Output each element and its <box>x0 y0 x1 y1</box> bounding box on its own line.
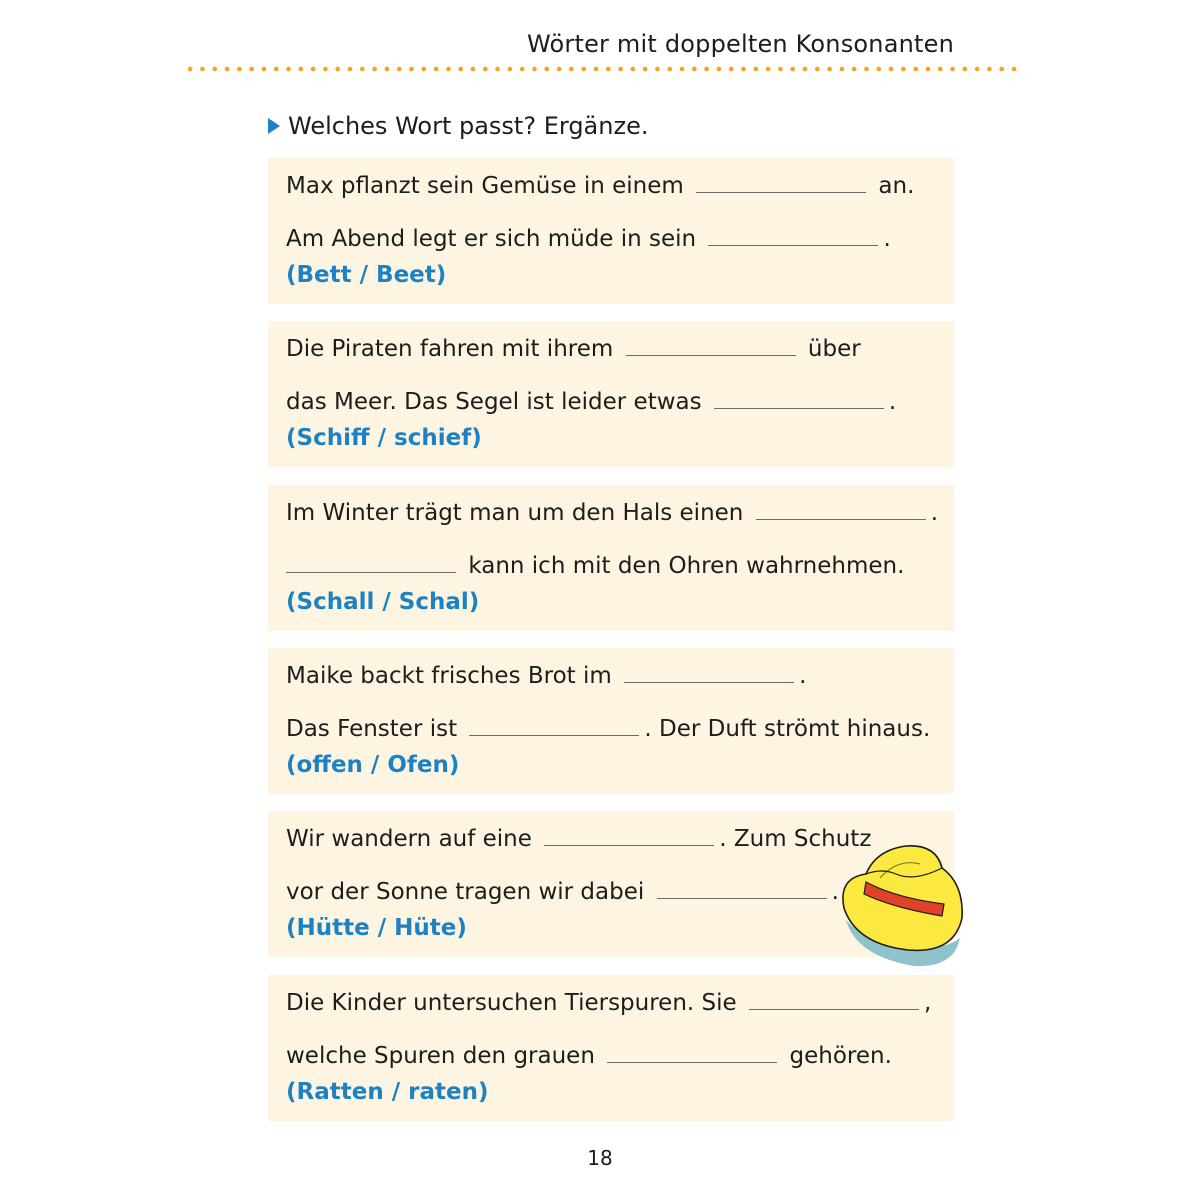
dotted-divider <box>184 66 1020 72</box>
page-title: Wörter mit doppelten Konsonanten <box>526 30 954 58</box>
exercise-line: Das Fenster ist . Der Duft strömt hinaus. <box>286 716 931 742</box>
word-hint: (Bett / Beet) <box>286 262 447 288</box>
answer-blank[interactable] <box>708 225 878 246</box>
exercise-box-1 <box>268 158 954 304</box>
exercise-line: Maike backt frisches Brot im . <box>286 663 807 689</box>
answer-blank[interactable] <box>469 715 639 736</box>
exercise-line: Am Abend legt er sich müde in sein . <box>286 226 891 252</box>
page-number: 18 <box>587 1146 613 1170</box>
answer-blank[interactable] <box>626 335 796 356</box>
exercise-line: Im Winter trägt man um den Hals einen . <box>286 500 938 526</box>
exercise-box-3 <box>268 485 954 631</box>
exercise-line: kann ich mit den Ohren wahrnehmen. <box>286 551 904 581</box>
answer-blank[interactable] <box>749 989 919 1010</box>
word-hint: (Hütte / Hüte) <box>286 915 467 941</box>
exercise-box-4 <box>268 648 954 794</box>
word-hint: (offen / Ofen) <box>286 752 460 778</box>
word-hint: (Ratten / raten) <box>286 1079 489 1105</box>
exercise-line: Die Piraten fahren mit ihrem über <box>286 336 861 362</box>
exercise-line: welche Spuren den grauen gehören. <box>286 1043 892 1069</box>
exercise-box-6 <box>268 975 954 1121</box>
exercise-box-2 <box>268 321 954 467</box>
answer-blank[interactable] <box>657 878 827 899</box>
answer-blank[interactable] <box>714 388 884 409</box>
answer-blank[interactable] <box>624 662 794 683</box>
answer-blank[interactable] <box>544 825 714 846</box>
exercise-line: Wir wandern auf eine . Zum Schutz <box>286 826 872 852</box>
answer-blank[interactable] <box>696 172 866 193</box>
play-arrow-icon <box>268 118 280 134</box>
instruction-text: Welches Wort passt? Ergänze. <box>288 112 649 140</box>
exercise-line: Max pflanzt sein Gemüse in einem an. <box>286 173 915 199</box>
word-hint: (Schall / Schal) <box>286 589 480 615</box>
answer-blank[interactable] <box>607 1042 777 1063</box>
word-hint: (Schiff / schief) <box>286 425 482 451</box>
exercise-line: vor der Sonne tragen wir dabei . <box>286 879 839 905</box>
exercise-line: Die Kinder untersuchen Tierspuren. Sie , <box>286 990 932 1016</box>
sun-hat-icon <box>836 838 966 970</box>
instruction <box>268 112 648 140</box>
exercise-line: das Meer. Das Segel ist leider etwas . <box>286 389 897 415</box>
answer-blank[interactable] <box>286 552 456 573</box>
answer-blank[interactable] <box>756 499 926 520</box>
